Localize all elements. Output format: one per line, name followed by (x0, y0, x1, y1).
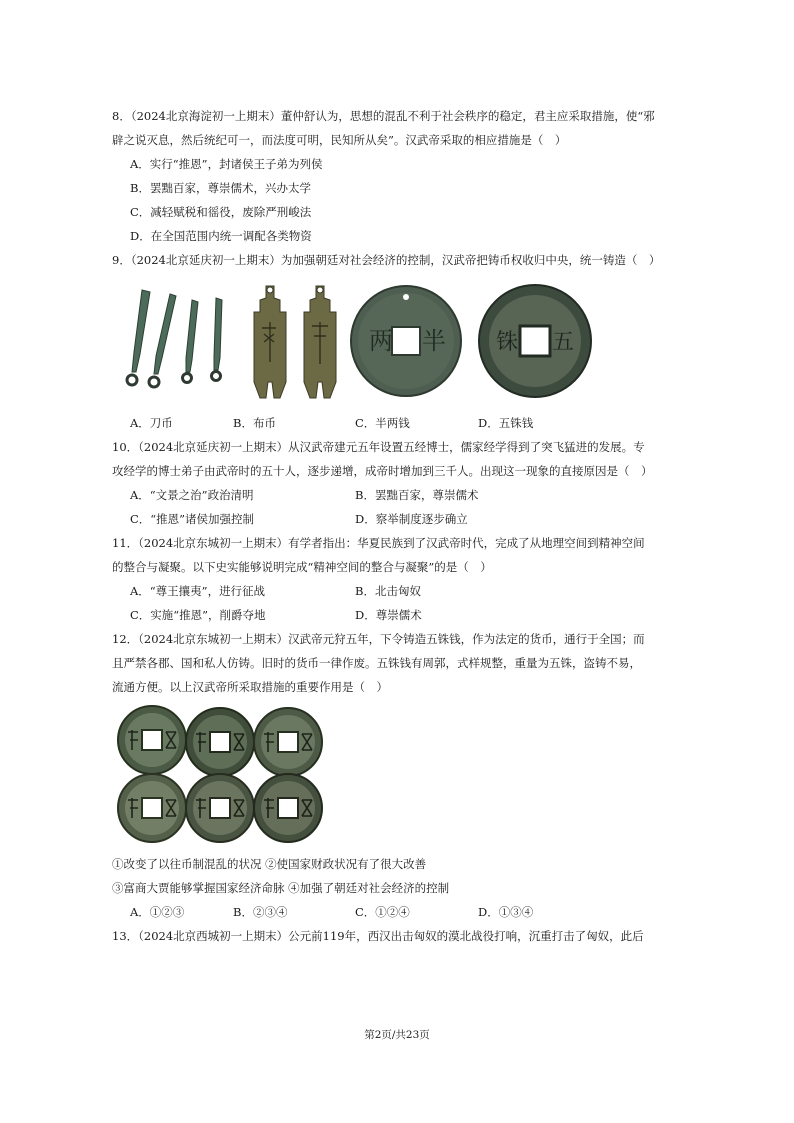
q11-stem-line2: 的整合与凝聚。以下史实能够说明完成“精神空间的整合与凝聚”的是（ ） (112, 560, 492, 574)
q12-stem-line2: 且严禁各郡、国和私人仿铸。旧时的货币一律作废。五铢钱有周郭，式样规整，重量为五铢，盗铸不易， (112, 656, 641, 670)
banliang-coin-image (348, 283, 464, 399)
q12-option-b[interactable]: B．②③④ (233, 905, 288, 919)
q12-option-a[interactable]: A．①②③ (130, 905, 185, 919)
wuzhu-left-glyph: 铢 (496, 330, 519, 355)
q8-option-d[interactable]: D．在全国范围内统一调配各类物资 (130, 229, 312, 243)
q12-option-c[interactable]: C．①②④ (355, 905, 410, 919)
q8-stem-line1: 8．（2024北京海淀初一上期末）董仲舒认为，思想的混乱不利于社会秩序的稳定，君主应采取措施，使“邪 (112, 109, 655, 123)
q11-stem-line1: 11．（2024北京东城初一上期末）有学者指出：华夏民族到了汉武帝时代，完成了从地理空间到精神空间 (112, 536, 645, 550)
spade-coins-image (244, 282, 344, 400)
q9-stem-line1: 9．（2024北京延庆初一上期末）为加强朝廷对社会经济的控制，汉武帝把铸币权收归中央，统一铸造（ ） (112, 253, 661, 267)
q9-option-a[interactable]: A．刀币 (130, 416, 173, 430)
banliang-right-glyph: 半 (422, 327, 446, 355)
knife-coins-image (120, 284, 232, 400)
q10-stem-line2: 攻经学的博士弟子由武帝时的五十人，逐步递增，成帝时增加到三千人。出现这一现象的直接原因是（ ） (112, 464, 653, 478)
q12-statement-line2: ③富商大贾能够掌握国家经济命脉 ④加强了朝廷对社会经济的控制 (112, 881, 450, 895)
q10-stem-line1: 10．（2024北京延庆初一上期末）从汉武帝建元五年设置五经博士，儒家经学得到了突飞猛进的发展。专 (112, 440, 645, 454)
q8-stem-line2: 辟之说灭息，然后统纪可一，而法度可明，民知所从矣”。汉武帝采取的相应措施是（ ） (112, 133, 567, 147)
q10-option-a[interactable]: A．“文景之治”政治清明 (130, 488, 254, 502)
q11-option-b[interactable]: B．北击匈奴 (355, 584, 421, 598)
q11-option-d[interactable]: D．尊崇儒术 (355, 608, 422, 622)
q12-stem-line1: 12．（2024北京东城初一上期末）汉武帝元狩五年，下令铸造五铢钱，作为法定的货币，通行于全国；而 (112, 632, 645, 646)
q11-option-c[interactable]: C．实施“推恩”，削爵夺地 (130, 608, 266, 622)
q13-stem-line1: 13．（2024北京西城初一上期末）公元前119年，西汉出击匈奴的漠北战役打响，沉重打击了匈奴，此后 (112, 929, 644, 943)
q8-option-a[interactable]: A．实行“推恩”，封诸侯王子弟为列侯 (130, 157, 323, 171)
wuzhu-right-glyph: 五 (552, 330, 575, 355)
page-footer: 第2页/共23页 (364, 1029, 430, 1041)
q8-option-c[interactable]: C．减轻赋税和徭役，废除严刑峻法 (130, 205, 312, 219)
q12-statement-line1: ①改变了以往币制混乱的状况 ②使国家财政状况有了很大改善 (112, 857, 427, 871)
q9-option-b[interactable]: B．布币 (233, 416, 276, 430)
wuzhu-coin-image (476, 283, 594, 399)
q10-option-c[interactable]: C．“推恩”诸侯加强控制 (130, 512, 255, 526)
q8-option-b[interactable]: B．罢黜百家，尊崇儒术，兴办太学 (130, 181, 311, 195)
banliang-left-glyph: 两 (369, 327, 393, 355)
q12-option-d[interactable]: D．①③④ (478, 905, 534, 919)
q9-option-c[interactable]: C．半两钱 (355, 416, 410, 430)
q12-stem-line3: 流通方便。以上汉武帝所采取措施的重要作用是（ ） (112, 680, 388, 694)
q11-option-a[interactable]: A．“尊王攘夷”，进行征战 (130, 584, 266, 598)
q10-option-d[interactable]: D．察举制度逐步确立 (355, 512, 468, 526)
q9-option-d[interactable]: D．五铢钱 (478, 416, 534, 430)
wuzhu-coins-group-image (114, 702, 328, 846)
q10-option-b[interactable]: B．罢黜百家，尊崇儒术 (355, 488, 479, 502)
